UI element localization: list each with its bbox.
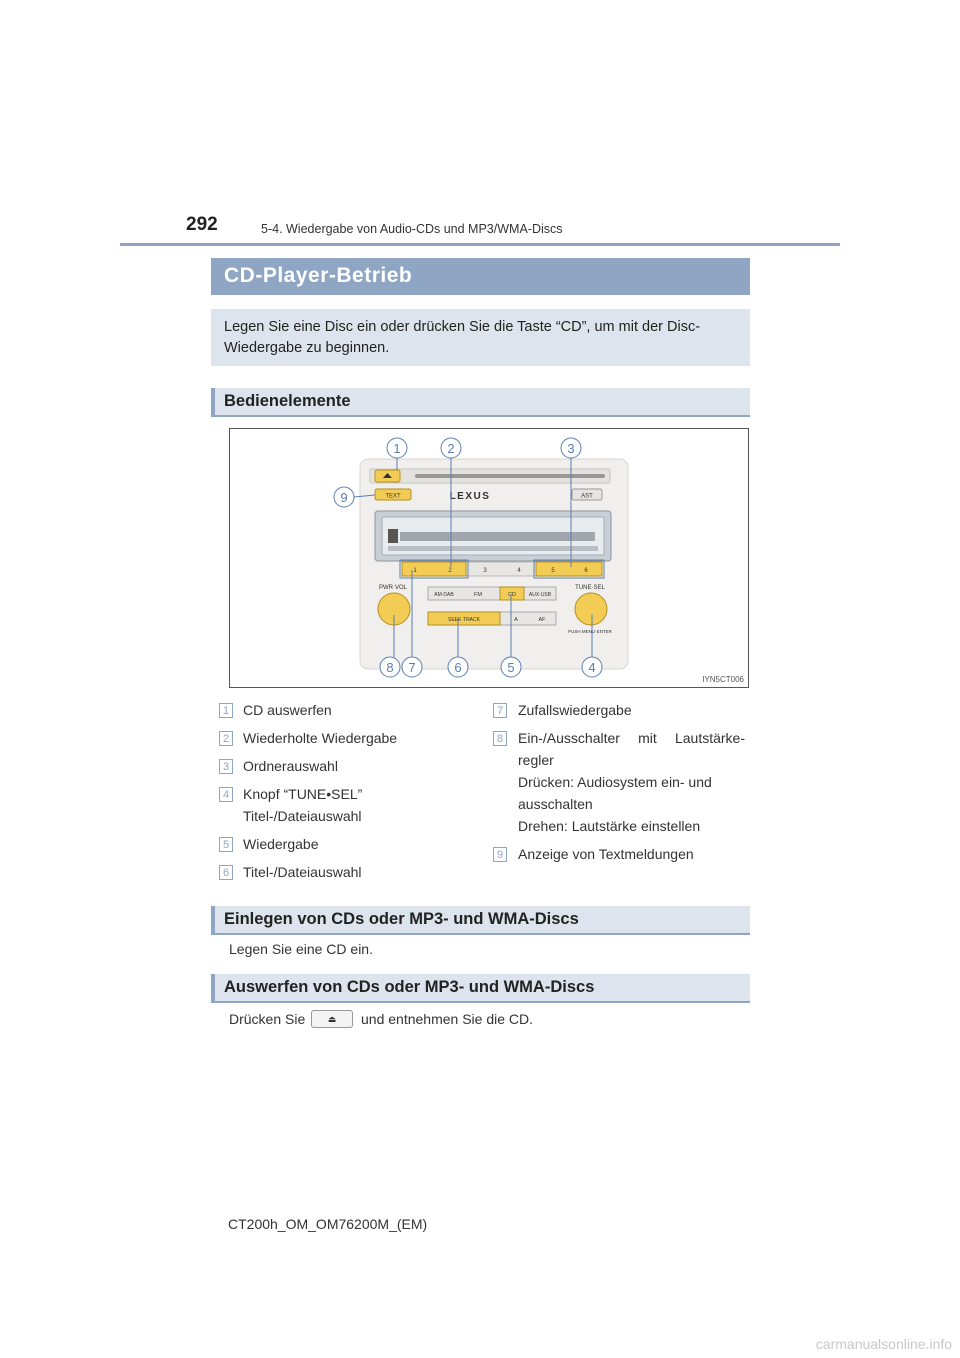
af-label: AF (538, 617, 546, 623)
item-number: 4 (219, 787, 233, 802)
display-indicators (388, 546, 598, 551)
page-title: CD-Player-Betrieb (224, 264, 413, 287)
item-number: 5 (219, 837, 233, 852)
preset-2-label: 2 (448, 568, 452, 574)
item-number: 6 (219, 865, 233, 880)
callout-4: 4 (588, 660, 596, 675)
item-text: CD auswerfen (243, 702, 332, 718)
callout-7: 7 (408, 660, 416, 675)
item-number: 8 (493, 731, 507, 746)
callout-9: 9 (340, 490, 348, 505)
item-text: Ein-/Ausschalter mit Lautstärke- (518, 730, 745, 746)
eject-heading-bar (211, 974, 750, 1001)
aux-label: AUX·USB (528, 592, 552, 598)
item-text: Anzeige von Textmeldungen (518, 846, 694, 862)
item-text: Wiederholte Wiedergabe (243, 730, 398, 746)
page-number: 292 (186, 214, 218, 235)
eject-text-before: Drücken Sie (229, 1011, 306, 1027)
callout-3: 3 (567, 441, 575, 456)
figure-code: IYN5CT006 (702, 675, 744, 684)
callout-1: 1 (393, 441, 401, 456)
eject-heading: Auswerfen von CDs oder MP3- und WMA-Discs (224, 978, 595, 996)
tune-sel-label: TUNE·SEL (575, 585, 605, 591)
seek-track-label: SEEK·TRACK (448, 617, 480, 623)
eject-text-after: und entnehmen Sie die CD. (361, 1011, 533, 1027)
controls-heading: Bedienelemente (224, 392, 351, 410)
insert-heading: Einlegen von CDs oder MP3- und WMA-Discs (224, 910, 579, 928)
item-text: Drücken: Audiosystem ein- und (518, 774, 712, 790)
tune-sel-knob (575, 593, 607, 625)
push-menu-label: PUSH MENU·ENTER (568, 629, 612, 634)
cd-slot (415, 474, 605, 478)
radio-figure (229, 428, 749, 688)
item-text: regler (518, 752, 554, 768)
brand-logo: LEXUS (449, 491, 491, 502)
item-text: Titel-/Dateiauswahl (243, 808, 362, 824)
preset-3-label: 3 (483, 568, 487, 574)
intro-text: Legen Sie eine Disc ein oder drücken Sie die Taste “CD”, um mit der Disc-Wiedergabe zu beginnen. (224, 319, 701, 356)
display-icon (388, 529, 398, 543)
fm-label: FM (474, 592, 482, 598)
preset-5-label: 5 (551, 568, 555, 574)
header-rule (120, 243, 840, 246)
preset-6-label: 6 (584, 568, 588, 574)
controls-heading-bar (211, 388, 750, 415)
item-number: 7 (493, 703, 507, 718)
item-text: Ordnerauswahl (243, 758, 338, 774)
watermark: carmanualsonline.info (815, 1336, 952, 1352)
insert-text: Legen Sie eine CD ein. (229, 941, 373, 957)
insert-heading-bar (211, 906, 750, 933)
callout-5: 5 (507, 660, 515, 675)
section-heading: 5-4. Wiedergabe von Audio-CDs und MP3/WMA-Discs (261, 222, 563, 236)
item-text: Wiedergabe (243, 836, 319, 852)
intro-box (211, 309, 750, 366)
item-text: Drehen: Lautstärke einstellen (518, 818, 701, 834)
title-bar (211, 258, 750, 295)
callout-2: 2 (447, 441, 455, 456)
footer-code: CT200h_OM_OM76200M_(EM) (228, 1216, 428, 1232)
display-segments (400, 532, 595, 541)
eject-icon: ⏏ (311, 1010, 353, 1028)
preset-4-label: 4 (517, 568, 521, 574)
radio-illustration (230, 429, 748, 687)
item-number: 9 (493, 847, 507, 862)
pwr-vol-label: PWR·VOL (378, 585, 408, 591)
item-text: ausschalten (518, 796, 593, 812)
text-button-label: TEXT (385, 493, 401, 500)
item-number: 1 (219, 703, 233, 718)
a-label: A (514, 617, 518, 623)
item-number: 2 (219, 731, 233, 746)
preset-1-label: 1 (413, 568, 417, 574)
presets-5-6 (536, 562, 602, 576)
item-text: Titel-/Dateiauswahl (243, 864, 362, 880)
cd-label: CD (508, 592, 516, 598)
callout-6: 6 (454, 660, 462, 675)
callout-8: 8 (386, 660, 394, 675)
item-text: Knopf “TUNE•SEL” (243, 786, 363, 802)
am-dab-label: AM·DAB (434, 592, 454, 598)
item-text: Zufallswiedergabe (518, 702, 632, 718)
item-number: 3 (219, 759, 233, 774)
ast-button-label: AST (581, 493, 593, 500)
